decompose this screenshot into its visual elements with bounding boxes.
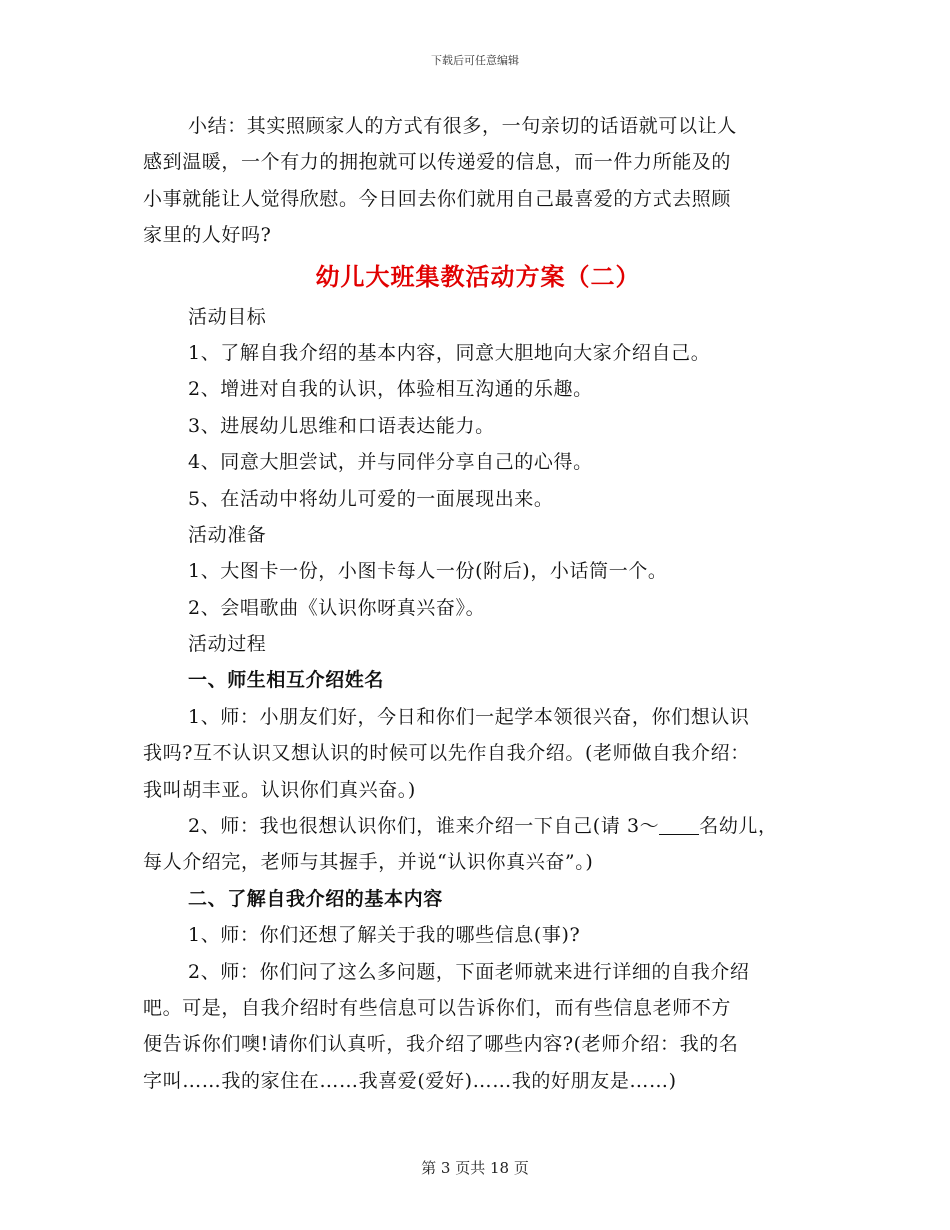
paragraph-text: 2、师：我也很想认识你们，谁来介绍一下自己(请 3～ bbox=[188, 815, 660, 838]
goals-heading: 活动目标 bbox=[188, 305, 267, 328]
paragraph-line: 1、师：小朋友们好，今日和你们一起学本领很兴奋，你们想认识 bbox=[188, 705, 750, 728]
document-body bbox=[143, 108, 813, 1099]
section-heading: 二、了解自我介绍的基本内容 bbox=[188, 887, 443, 910]
paragraph-text: 名幼儿， bbox=[699, 815, 778, 838]
document-title: 幼儿大班集教活动方案（二） bbox=[315, 261, 641, 291]
prep-item: 1、大图卡一份，小图卡每人一份(附后)，小话筒一个。 bbox=[188, 560, 668, 583]
process-heading: 活动过程 bbox=[188, 633, 267, 656]
summary-line: 家里的人好吗? bbox=[143, 224, 272, 247]
summary-line: 小结：其实照顾家人的方式有很多，一句亲切的话语就可以让人 bbox=[188, 115, 737, 137]
page-footer: 第 3 页共 18 页 bbox=[421, 1159, 529, 1177]
goal-item: 2、增进对自我的认识，体验相互沟通的乐趣。 bbox=[188, 378, 593, 401]
paragraph-line bbox=[143, 808, 813, 844]
paragraph-line: 我叫胡丰亚。认识你们真兴奋。) bbox=[143, 778, 416, 801]
paragraph-line: 吧。可是，自我介绍时有些信息可以告诉你们，而有些信息老师不方 bbox=[143, 996, 732, 1019]
goal-item: 5、在活动中将幼儿可爱的一面展现出来。 bbox=[188, 487, 554, 510]
paragraph-line: 便告诉你们噢!请你们认真听，我介绍了哪些内容?(老师介绍：我的名 bbox=[143, 1033, 739, 1056]
paragraph-line: 字叫……我的家住在……我喜爱(爱好)……我的好朋友是……) bbox=[143, 1069, 677, 1092]
summary-line: 小事就能让人觉得欣慰。今日回去你们就用自己最喜爱的方式去照顾 bbox=[143, 187, 732, 210]
paragraph-line: 2、师：你们问了这么多问题，下面老师就来进行详细的自我介绍 bbox=[188, 960, 750, 983]
paragraph-line: 1、师：你们还想了解关于我的哪些信息(事)? bbox=[188, 924, 581, 947]
paragraph-line: 我吗?互不认识又想认识的时候可以先作自我介绍。(老师做自我介绍： bbox=[143, 742, 750, 765]
prep-heading: 活动准备 bbox=[188, 523, 267, 546]
fill-in-blank bbox=[659, 814, 699, 835]
goal-item: 3、进展幼儿思维和口语表达能力。 bbox=[188, 414, 495, 437]
goal-item: 1、了解自我介绍的基本内容，同意大胆地向大家介绍自己。 bbox=[188, 341, 711, 364]
goal-item: 4、同意大胆尝试，并与同伴分享自己的心得。 bbox=[188, 451, 593, 474]
page-header: 下载后可任意编辑 bbox=[431, 54, 519, 67]
paragraph-line: 每人介绍完，老师与其握手，并说“认识你真兴奋”。) bbox=[143, 851, 594, 874]
summary-line: 感到温暖，一个有力的拥抱就可以传递爱的信息，而一件力所能及的 bbox=[143, 151, 732, 174]
prep-item: 2、会唱歌曲《认识你呀真兴奋》。 bbox=[188, 596, 486, 619]
section-heading: 一、师生相互介绍姓名 bbox=[188, 669, 385, 692]
